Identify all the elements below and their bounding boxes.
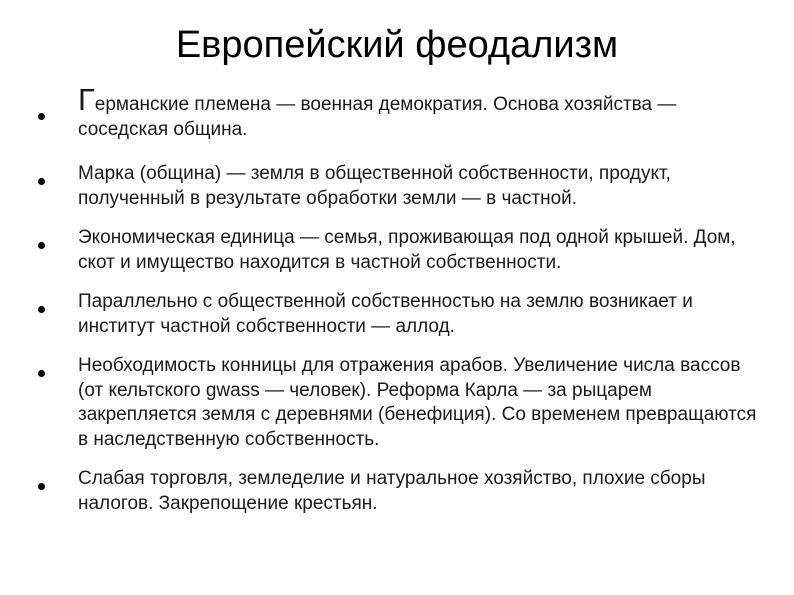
bullet-dot-icon: [38, 370, 45, 377]
bullet-first-letter: Г: [78, 82, 95, 117]
bullet-dot-icon: [38, 178, 45, 185]
bullet-text: Марка (община) — земля в общественной собственности, продукт, полученный в результате обработки земли — в частной.: [78, 163, 671, 209]
bullet-text: Параллельно с общественной собственностью на землю возникает и институт частной собственности — аллод.: [78, 291, 693, 337]
bullet-item: [38, 354, 768, 452]
bullet-dot-icon: [38, 306, 45, 313]
bullet-item: [38, 290, 768, 339]
bullet-text: ерманские племена — военная демократия. Основа хозяйства — соседская община.: [78, 94, 677, 140]
bullet-item: [38, 226, 768, 275]
bullet-dot-icon: [38, 113, 45, 120]
bullet-item: [38, 82, 768, 142]
bullet-item: [38, 162, 768, 211]
bullet-text: Необходимость конницы для отражения арабов. Увеличение числа вассов (от кельтского gwass — человек). Реформа Карла — за рыцарем закрепляется земля с деревнями (бенефиция). Со временем превращаются в наследственную собственность.: [78, 355, 757, 450]
bullet-text: Слабая торговля, земледелие и натуральное хозяйство, плохие сборы налогов. Закрепощение крестьян.: [78, 468, 706, 514]
bullet-item: [38, 467, 768, 516]
bullet-list: [38, 82, 768, 516]
slide-title: Европейский феодализм: [175, 24, 619, 66]
bullet-text: Экономическая единица — семья, проживающая под одной крышей. Дом, скот и имущество находится в частной собственности.: [78, 227, 736, 273]
bullet-dot-icon: [38, 483, 45, 490]
bullet-dot-icon: [38, 242, 45, 249]
